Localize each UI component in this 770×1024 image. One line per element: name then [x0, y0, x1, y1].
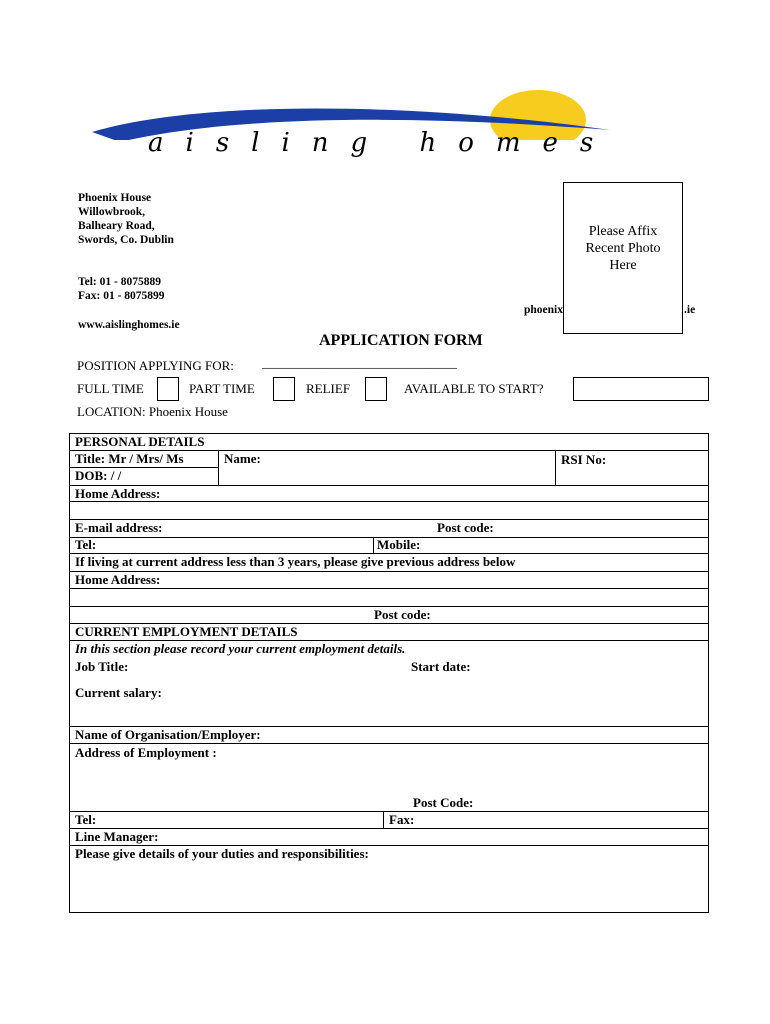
dob-field[interactable]: DOB: / /: [75, 468, 122, 483]
address-line-2: Willowbrook,: [78, 206, 145, 218]
contact-block: [78, 275, 165, 303]
website-text: www.aislinghomes.ie: [78, 319, 180, 331]
employment-address-field[interactable]: Address of Employment :: [75, 745, 217, 760]
tel-field[interactable]: Tel:: [75, 537, 97, 552]
current-salary-field[interactable]: Current salary:: [75, 685, 162, 700]
position-label: POSITION APPLYING FOR:: [77, 358, 234, 373]
organisation-field[interactable]: Name of Organisation/Employer:: [75, 727, 261, 742]
form-title: APPLICATION FORM: [319, 332, 483, 349]
row-divider: [69, 571, 709, 572]
row-divider: [69, 485, 709, 486]
column-divider: [383, 811, 384, 828]
row-divider: [69, 519, 709, 520]
column-divider: [373, 537, 374, 553]
employment-fax-field[interactable]: Fax:: [389, 812, 415, 827]
available-label: AVAILABLE TO START?: [404, 381, 544, 396]
post-code-field[interactable]: Post code:: [437, 520, 494, 535]
previous-address-note: If living at current address less than 3 years, please give previous address below: [75, 554, 516, 569]
address-line-3: Balheary Road,: [78, 220, 155, 232]
address-line-4: Swords, Co. Dublin: [78, 234, 174, 246]
column-divider: [218, 450, 219, 485]
previous-post-code-field[interactable]: Post code:: [374, 607, 431, 622]
available-field[interactable]: [573, 377, 709, 401]
row-divider: [69, 588, 709, 589]
column-divider: [555, 450, 556, 485]
row-divider: [69, 501, 709, 502]
employment-details-header: CURRENT EMPLOYMENT DETAILS: [75, 624, 298, 639]
part-time-label: PART TIME: [189, 381, 255, 396]
photo-line-1: Please Affix: [588, 224, 658, 239]
start-date-field[interactable]: Start date:: [411, 659, 471, 674]
previous-home-address-field[interactable]: Home Address:: [75, 572, 161, 587]
telephone-text: Tel: 01 - 8075889: [78, 276, 161, 288]
photo-line-2: Recent Photo: [585, 241, 661, 256]
address-line-1: Phoenix House: [78, 192, 152, 204]
full-time-label: FULL TIME: [77, 381, 144, 396]
logo-wordmark: aisling homes: [148, 128, 616, 158]
part-time-checkbox[interactable]: [273, 377, 295, 401]
photo-line-3: Here: [609, 258, 637, 273]
employment-note: In this section please record your current employment details.: [75, 641, 406, 656]
row-divider: [69, 743, 709, 744]
line-manager-field[interactable]: Line Manager:: [75, 829, 159, 844]
position-blank[interactable]: ______________________________: [262, 355, 457, 370]
photo-placeholder: [563, 182, 683, 334]
email-field[interactable]: E-mail address:: [75, 520, 163, 535]
employment-tel-field[interactable]: Tel:: [75, 812, 97, 827]
email-text-right: .ie: [684, 304, 696, 316]
name-field[interactable]: Name:: [224, 451, 261, 466]
application-table: [69, 433, 709, 913]
address-block: [78, 191, 174, 247]
employment-post-code-field[interactable]: Post Code:: [413, 795, 474, 810]
full-time-checkbox[interactable]: [157, 377, 179, 401]
personal-details-header: PERSONAL DETAILS: [75, 434, 205, 449]
relief-checkbox[interactable]: [365, 377, 387, 401]
row-divider: [69, 828, 709, 829]
email-text-left: phoenix: [524, 304, 563, 316]
title-field[interactable]: Title: Mr / Mrs/ Ms: [75, 451, 184, 466]
fax-text: Fax: 01 - 8075899: [78, 290, 165, 302]
mobile-field[interactable]: Mobile:: [377, 537, 421, 552]
rsi-field[interactable]: RSI No:: [561, 452, 607, 467]
relief-label: RELIEF: [306, 381, 351, 396]
home-address-field[interactable]: Home Address:: [75, 486, 161, 501]
duties-field[interactable]: Please give details of your duties and responsibilities:: [75, 846, 369, 861]
job-title-field[interactable]: Job Title:: [75, 659, 129, 674]
location-text: LOCATION: Phoenix House: [77, 404, 228, 419]
